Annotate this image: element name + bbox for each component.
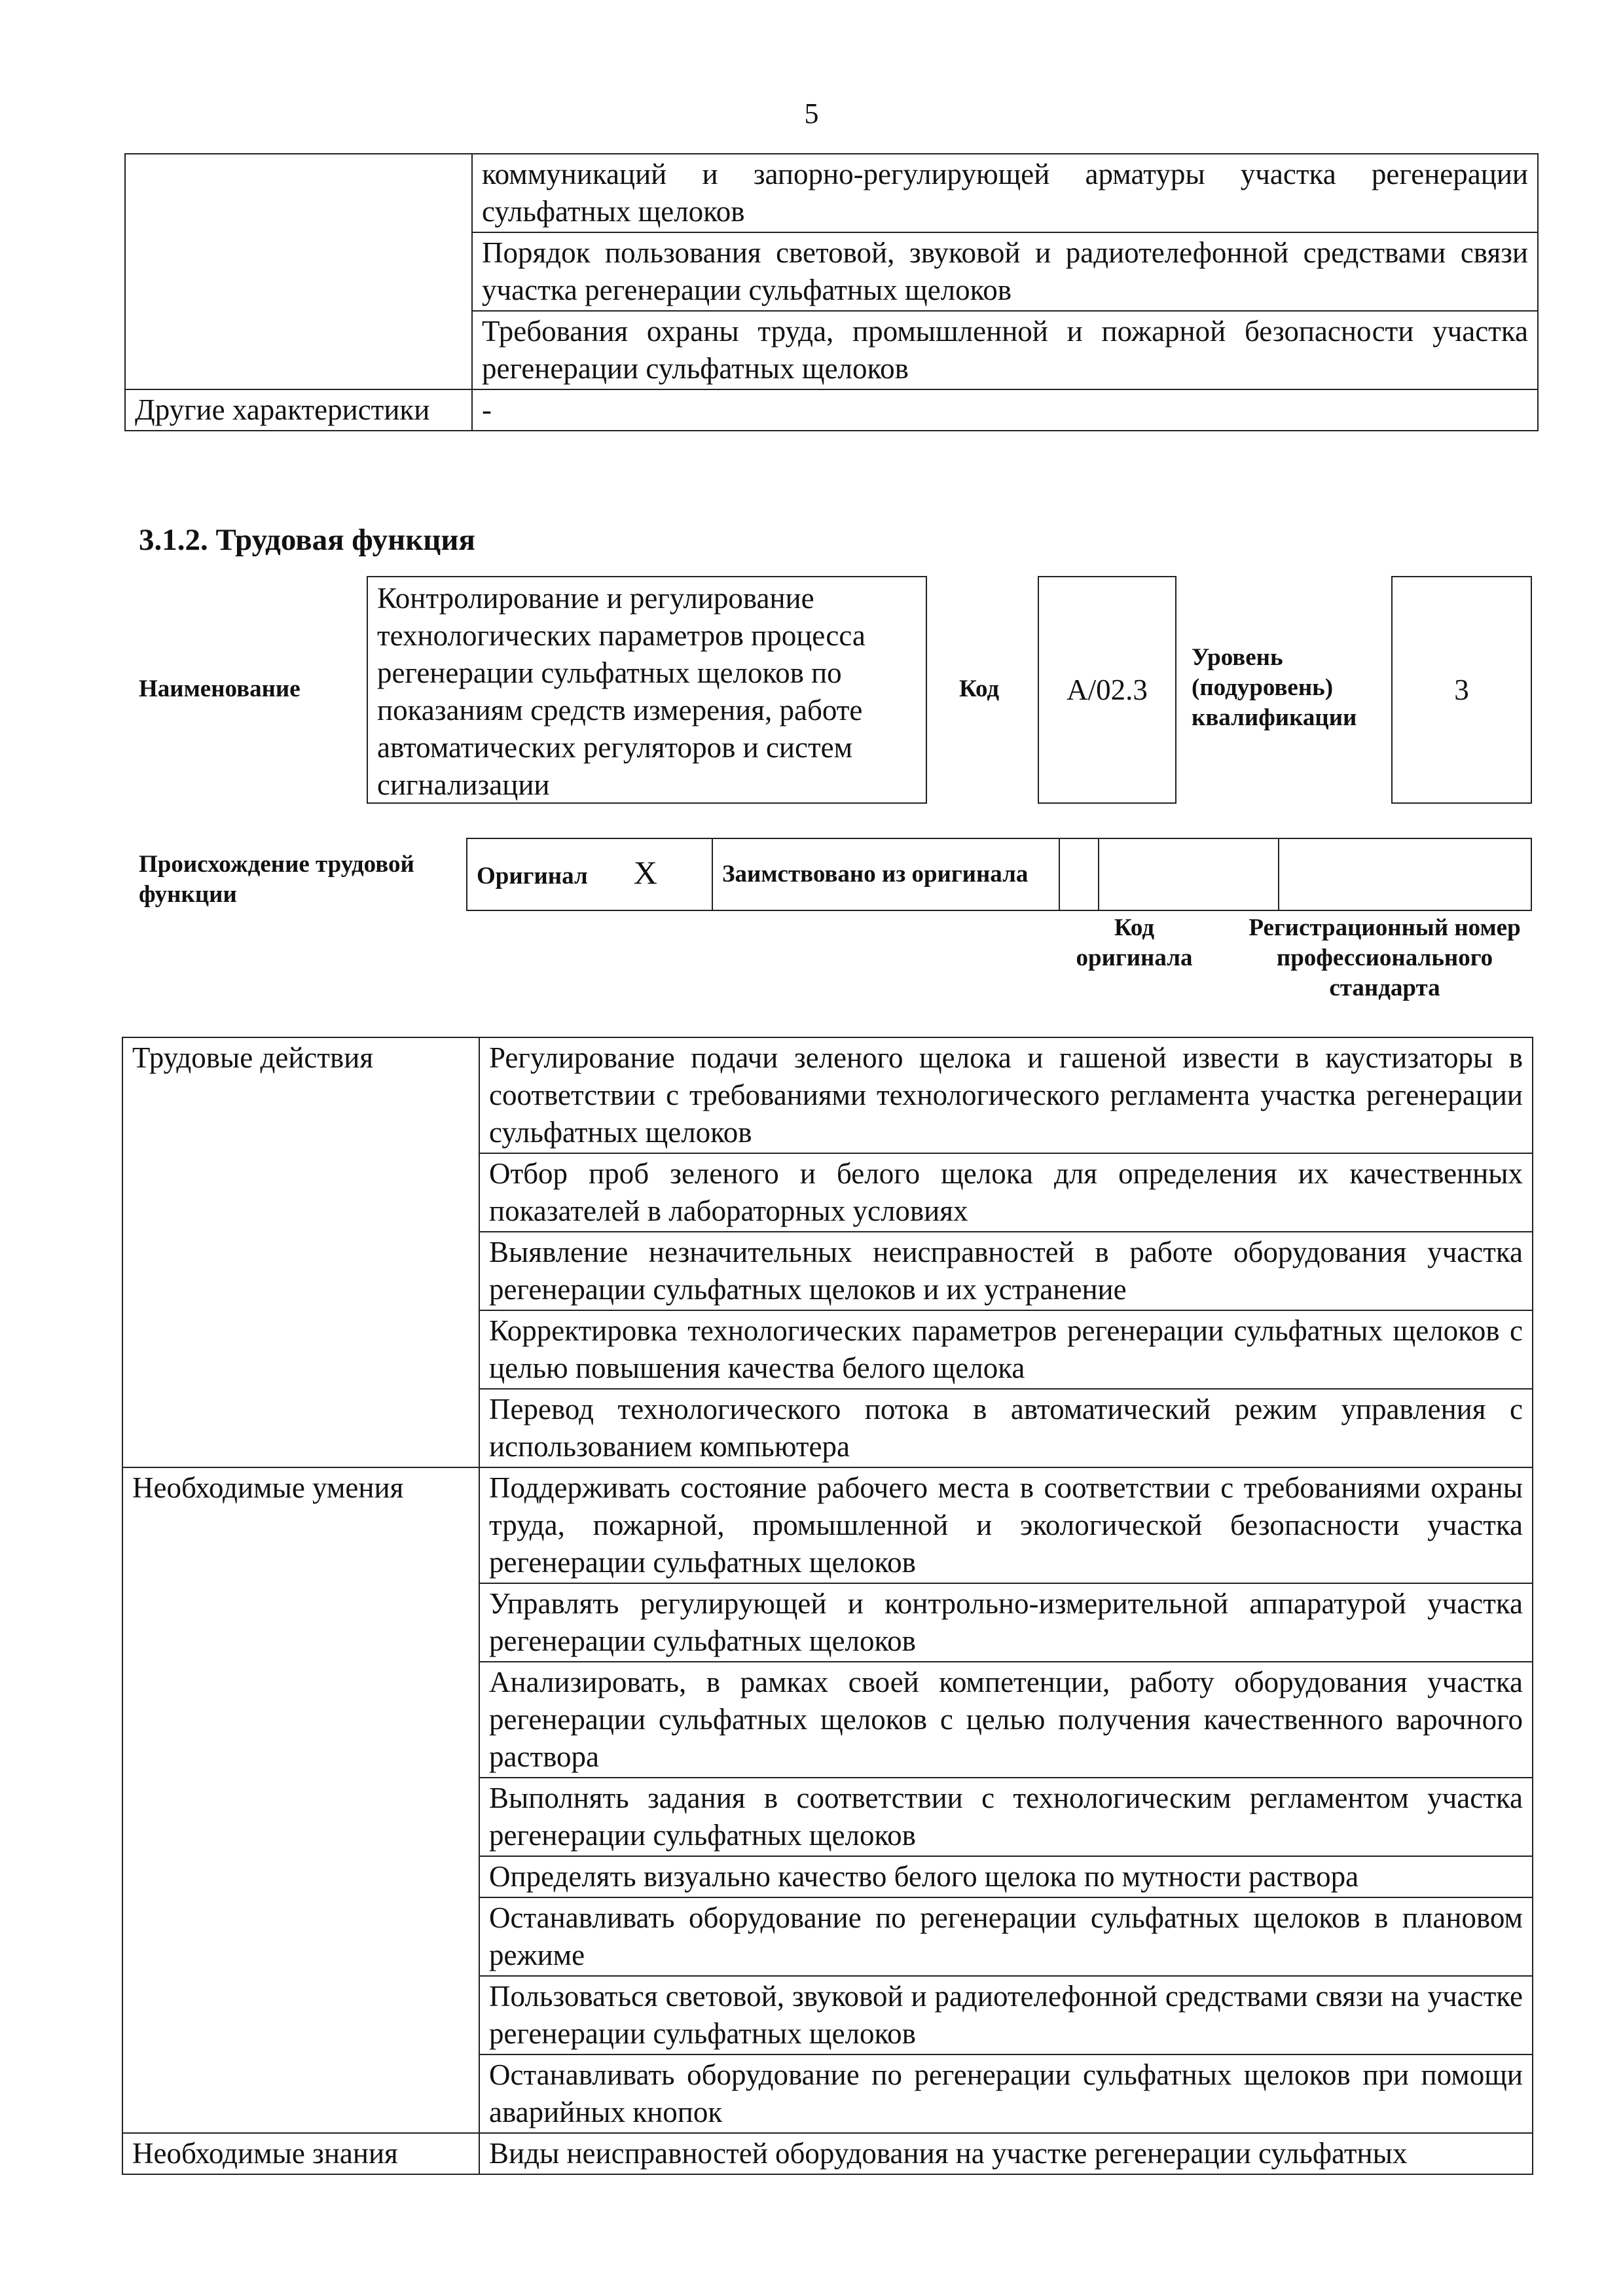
page-number: 5 [804, 98, 819, 130]
table-row [125, 154, 1538, 232]
table-row [122, 1037, 1533, 1153]
table-cell-value: Требования охраны труда, промышленной и пожарной безопасности участка регенерации сульфатных щелоков [472, 311, 1538, 389]
level-label: Уровень (подуровень) квалификации [1192, 644, 1357, 731]
list-item: Поддерживать состояние рабочего места в соответствии с требованиями охраны труда, пожарной, промышленной и экологической безопасности участка регенерации сульфатных щелоков [479, 1467, 1533, 1583]
table-row [122, 1467, 1533, 1583]
section-label: Необходимые знания [122, 2133, 479, 2174]
table-cell-value: Порядок пользования световой, звуковой и радиотелефонной средствами связи участка регенерации сульфатных щелоков [472, 232, 1538, 311]
origin-empty-cell [1059, 838, 1099, 910]
list-item: Пользоваться световой, звуковой и радиотелефонной средствами связи на участке регенерации сульфатных щелоков [479, 1976, 1533, 2054]
list-item: Определять визуально качество белого щелока по мутности раствора [479, 1856, 1533, 1897]
list-item: Отбор проб зеленого и белого щелока для определения их качественных показателей в лабораторных условиях [479, 1153, 1533, 1232]
table-row [467, 838, 1531, 910]
table-row [125, 389, 1538, 431]
list-item: Анализировать, в рамках своей компетенции, работу оборудования участка регенерации сульфатных щелоков с целью получения качественного варочного раствора [479, 1662, 1533, 1778]
list-item: Останавливать оборудование по регенерации сульфатных щелоков при помощи аварийных кнопок [479, 2054, 1533, 2133]
list-item: Перевод технологического потока в автоматический режим управления с использованием компьютера [479, 1389, 1533, 1467]
list-item: Выполнять задания в соответствии с технологическим регламентом участка регенерации сульфатных щелоков [479, 1778, 1533, 1856]
list-item: Управлять регулирующей и контрольно-измерительной аппаратурой участка регенерации сульфатных щелоков [479, 1583, 1533, 1662]
level-value: 3 [1454, 673, 1469, 706]
table-row [122, 2133, 1533, 2174]
table-cell-label [125, 154, 472, 389]
list-item: Выявление незначительных неисправностей в работе оборудования участка регенерации сульфатных щелоков и их устранение [479, 1232, 1533, 1310]
list-item: Виды неисправностей оборудования на участке регенерации сульфатных [479, 2133, 1533, 2174]
origin-original-cell [467, 838, 712, 910]
level-box [1391, 576, 1532, 804]
table-cell-label: Другие характеристики [125, 389, 472, 431]
top-table [124, 153, 1539, 431]
section-heading: 3.1.2. Трудовая функция [139, 523, 475, 557]
main-table [122, 1037, 1533, 2175]
origin-original-mark: Х [633, 854, 657, 891]
origin-original-label: Оригинал [477, 863, 588, 889]
origin-reg-cell [1279, 838, 1531, 910]
origin-code-cell [1099, 838, 1279, 910]
origin-reg-caption: Регистрационный номер профессионального стандарта [1249, 914, 1521, 1001]
origin-table [466, 838, 1532, 911]
section-label: Необходимые умения [122, 1467, 479, 2133]
origin-borrowed-cell: Заимствовано из оригинала [712, 838, 1059, 910]
origin-label: Происхождение трудовой функции [139, 851, 414, 908]
table-cell-value: - [472, 389, 1538, 431]
origin-code-caption: Код оригинала [1076, 914, 1193, 971]
list-item: Останавливать оборудование по регенерации сульфатных щелоков в плановом режиме [479, 1897, 1533, 1976]
list-item: Корректировка технологических параметров регенерации сульфатных щелоков с целью повышения качества белого щелока [479, 1310, 1533, 1389]
table-cell-value: коммуникаций и запорно-регулирующей арматуры участка регенерации сульфатных щелоков [472, 154, 1538, 232]
function-code-box [1038, 576, 1176, 804]
function-code-value: А/02.3 [1067, 673, 1148, 706]
function-name-box: Контролирование и регулирование технологических параметров процесса регенерации сульфатных щелоков по показаниям средств измерения, работе автоматических регуляторов и систем сигнализации [367, 576, 927, 804]
code-label: Код [959, 675, 1000, 702]
name-label: Наименование [139, 675, 301, 702]
list-item: Регулирование подачи зеленого щелока и гашеной извести в каустизаторы в соответствии с требованиями технологического регламента участка регенерации сульфатных щелоков [479, 1037, 1533, 1153]
section-label: Трудовые действия [122, 1037, 479, 1467]
